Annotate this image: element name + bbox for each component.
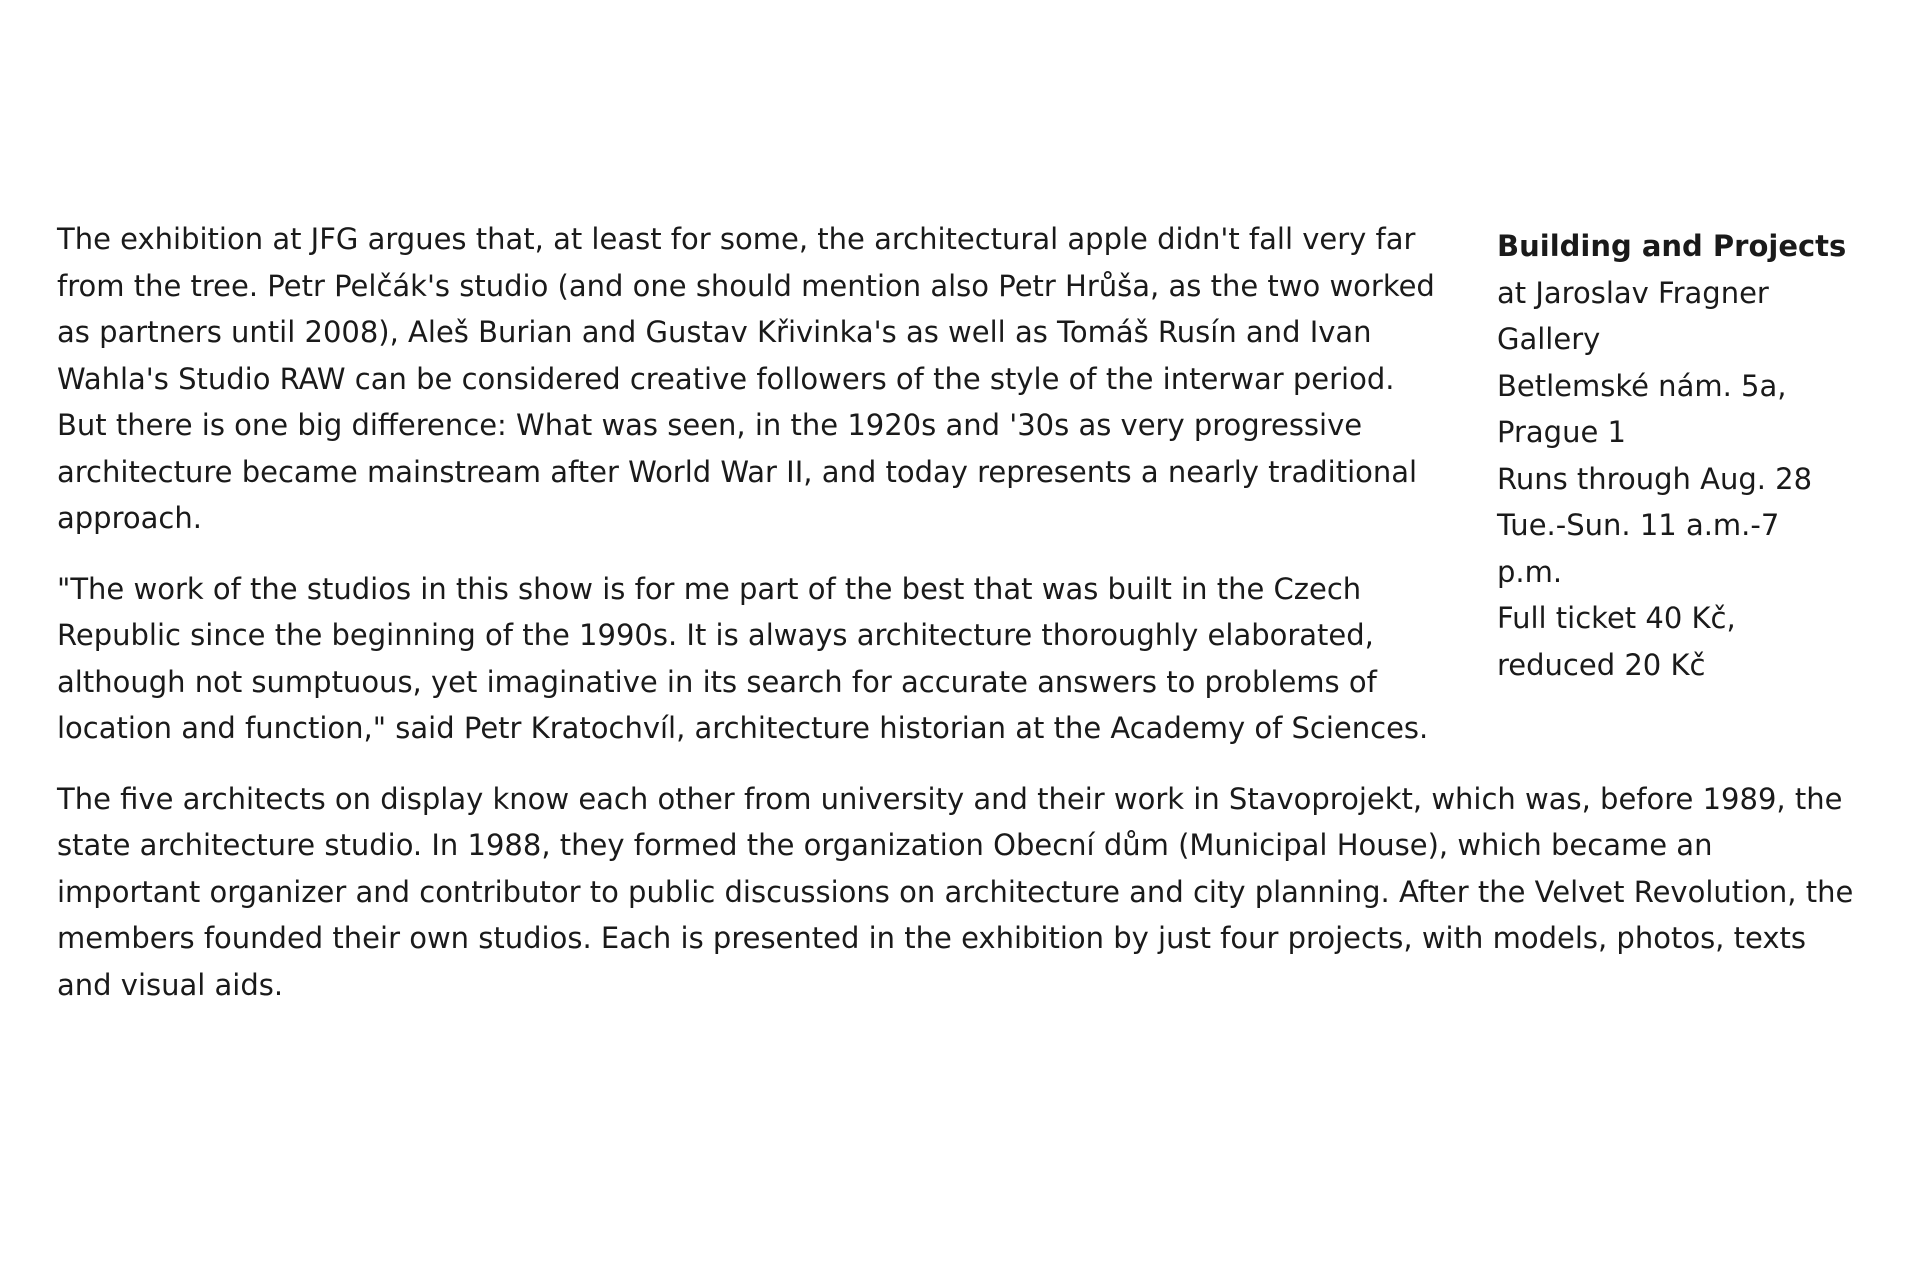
article-top-row: [57, 216, 1857, 752]
exhibition-info-box: [1497, 216, 1847, 688]
article-paragraph-2: "The work of the studios in this show is for me part of the best that was built in the Czech Republic since the beginning of the 1990s. It is always architecture thoroughly elaborated, although not sumptuous, yet imaginative in its search for accurate answers to problems of location and function," said Petr Kratochvíl, architecture historian at the Academy of Sciences.: [57, 571, 1429, 745]
exhibition-venue: at Jaroslav Fragner Gallery: [1497, 275, 1769, 356]
article-paragraph-3: The five architects on display know each other from university and their work in Stavoprojekt, which was, before 1989, the state architecture studio. In 1988, they formed the organization Obecní dům (Municipal House), which became an important organizer and contributor to public discussions on architecture and city planning. After the Velvet Revolution, the members founded their own studios. Each is presented in the exhibition by just four projects, with models, photos, texts and visual aids.: [57, 781, 1854, 1002]
exhibition-title: Building and Projects: [1497, 229, 1847, 263]
exhibition-address: Betlemské nám. 5a, Prague 1: [1497, 368, 1787, 449]
exhibition-run-dates: Runs through Aug. 28: [1497, 461, 1813, 496]
article-main-column: [57, 216, 1452, 752]
exhibition-hours: Tue.-Sun. 11 a.m.-7 p.m.: [1497, 508, 1780, 589]
article-paragraph-1: The exhibition at JFG argues that, at least for some, the architectural apple didn't fall very far from the tree. Petr Pelčák's studio (and one should mention also Petr Hrůša, as the two worked as partners until 2008), Aleš Burian and Gustav Křivinka's as well as Tomáš Rusín and Ivan Wahla's Studio RAW can be considered creative followers of the style of the interwar period. But there is one big difference: What was seen, in the 1920s and '30s as very progressive architecture became mainstream after World War II, and today represents a nearly traditional approach.: [57, 222, 1435, 535]
article: [57, 216, 1857, 1008]
exhibition-ticket-prices: Full ticket 40 Kč, reduced 20 Kč: [1497, 601, 1736, 682]
